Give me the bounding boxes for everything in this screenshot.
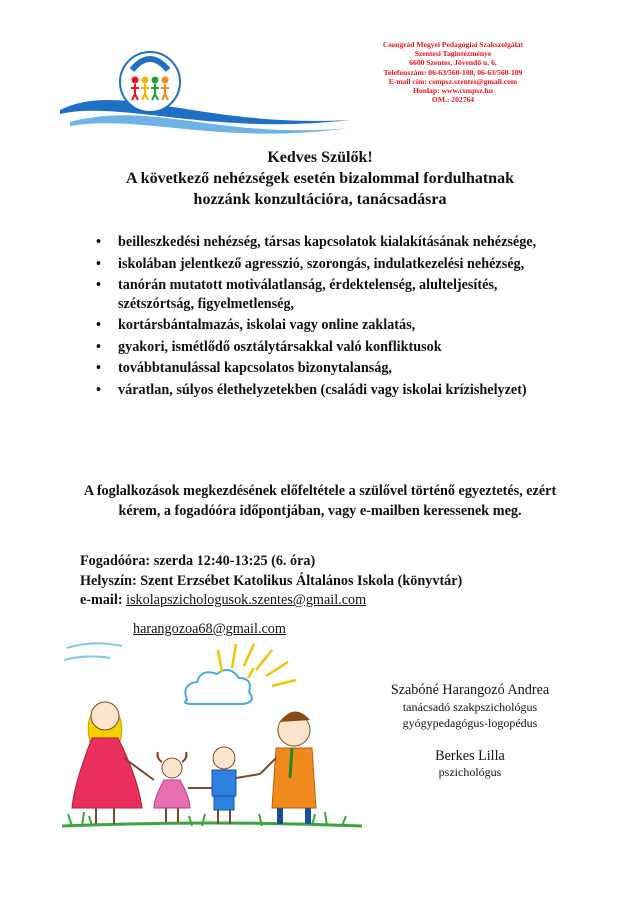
list-item: • beilleszkedési nehézség, társas kapcsolatok kialakításának nehézsége, <box>96 234 537 250</box>
concerns-list <box>96 233 566 402</box>
office-hours: Fogadóóra: szerda 12:40-13:25 (6. óra) <box>80 553 316 569</box>
father-figure <box>260 711 316 824</box>
list-item: • gyakori, ismétlődő osztálytársakkal való konfliktusok <box>96 338 442 355</box>
children-holding-hands-logo <box>60 40 350 140</box>
org-line: Telefonszám: 06-63/560-108, 06-63/560-109 <box>383 67 523 77</box>
list-item: • továbbtanulással kapcsolatos bizonytalanság, <box>96 360 392 376</box>
psychologist-name: Berkes Lilla <box>435 747 505 764</box>
org-line: E-mail cím: csmpsz.szentes@gmail.com <box>388 76 518 86</box>
bullet-icon: • <box>96 317 101 333</box>
psychologist-role: gyógypedagógus-logopédus <box>402 716 538 730</box>
org-line: Szentesi Tagintézménye <box>414 49 492 59</box>
family-drawing <box>62 638 362 838</box>
psychologist-name: Szabóné Harangozó Andrea <box>390 682 550 698</box>
sky-stroke <box>67 643 122 648</box>
mother-figure <box>72 702 154 824</box>
instructions-paragraph: A foglalkozások megkezdésének előfeltétele a szülővel történő egyeztetés, ezért kérem, a fogadóóra időpontjában, vagy e-mailben keressenek meg. <box>83 483 557 519</box>
org-line: OM.: 202764 <box>431 95 475 105</box>
boy-figure <box>212 747 260 824</box>
bullet-icon: • <box>96 255 101 272</box>
list-item: • iskolában jelentkező agresszió, szorongás, indulatkezelési nehézség, <box>96 255 525 272</box>
location: Helyszín: Szent Erzsébet Katolikus Általános Iskola (könyvtár) <box>80 572 463 589</box>
cloud-icon <box>185 670 252 704</box>
email-label: e-mail: <box>80 592 123 608</box>
greeting: Kedves Szülők! <box>267 149 373 166</box>
bullet-icon: • <box>96 338 101 355</box>
psychologist-role: pszichológus <box>438 765 502 779</box>
title-block <box>0 147 640 210</box>
signature-block <box>365 682 575 781</box>
org-line: 6600 Szentes, Jövendő u. 6. <box>409 58 497 68</box>
list-item: • tanórán mutatott motiválatlanság, érdektelenség, alulteljesítés, szétszórtság, figyelmetlenség, <box>96 277 498 312</box>
bullet-icon: • <box>96 234 101 250</box>
bullet-icon: • <box>96 277 101 293</box>
contact-block <box>80 552 600 611</box>
grass-line <box>62 823 362 826</box>
bullet-icon: • <box>96 360 101 376</box>
list-item: • váratlan, súlyos élethelyzetekben (családi vagy iskolai krízishelyzet) <box>96 381 527 398</box>
email-link-primary[interactable]: iskolapszichologusok.szentes@gmail.com <box>126 592 367 608</box>
org-line: Honlap: www.csmpsz.hu <box>413 86 493 96</box>
heading-line: A következő nehézségek esetén bizalommal fordulhatnak <box>126 170 514 187</box>
email-link-secondary[interactable]: harangozoa68@gmail.com <box>133 621 286 637</box>
bullet-icon: • <box>96 381 101 398</box>
letterhead <box>0 0 640 140</box>
heading-line: hozzánk konzultációra, tanácsadásra <box>193 191 447 208</box>
org-line: Csongrád Megyei Pedagógiai Szakszolgálat <box>382 40 524 49</box>
psychologist-role: tanácsadó szakpszichológus <box>402 699 538 714</box>
list-item: • kortársbántalmazás, iskolai vagy online zaklatás, <box>96 317 416 333</box>
sky-stroke <box>64 656 110 660</box>
girl-figure <box>154 752 212 822</box>
org-address-block <box>318 40 588 104</box>
email-row <box>80 591 600 611</box>
